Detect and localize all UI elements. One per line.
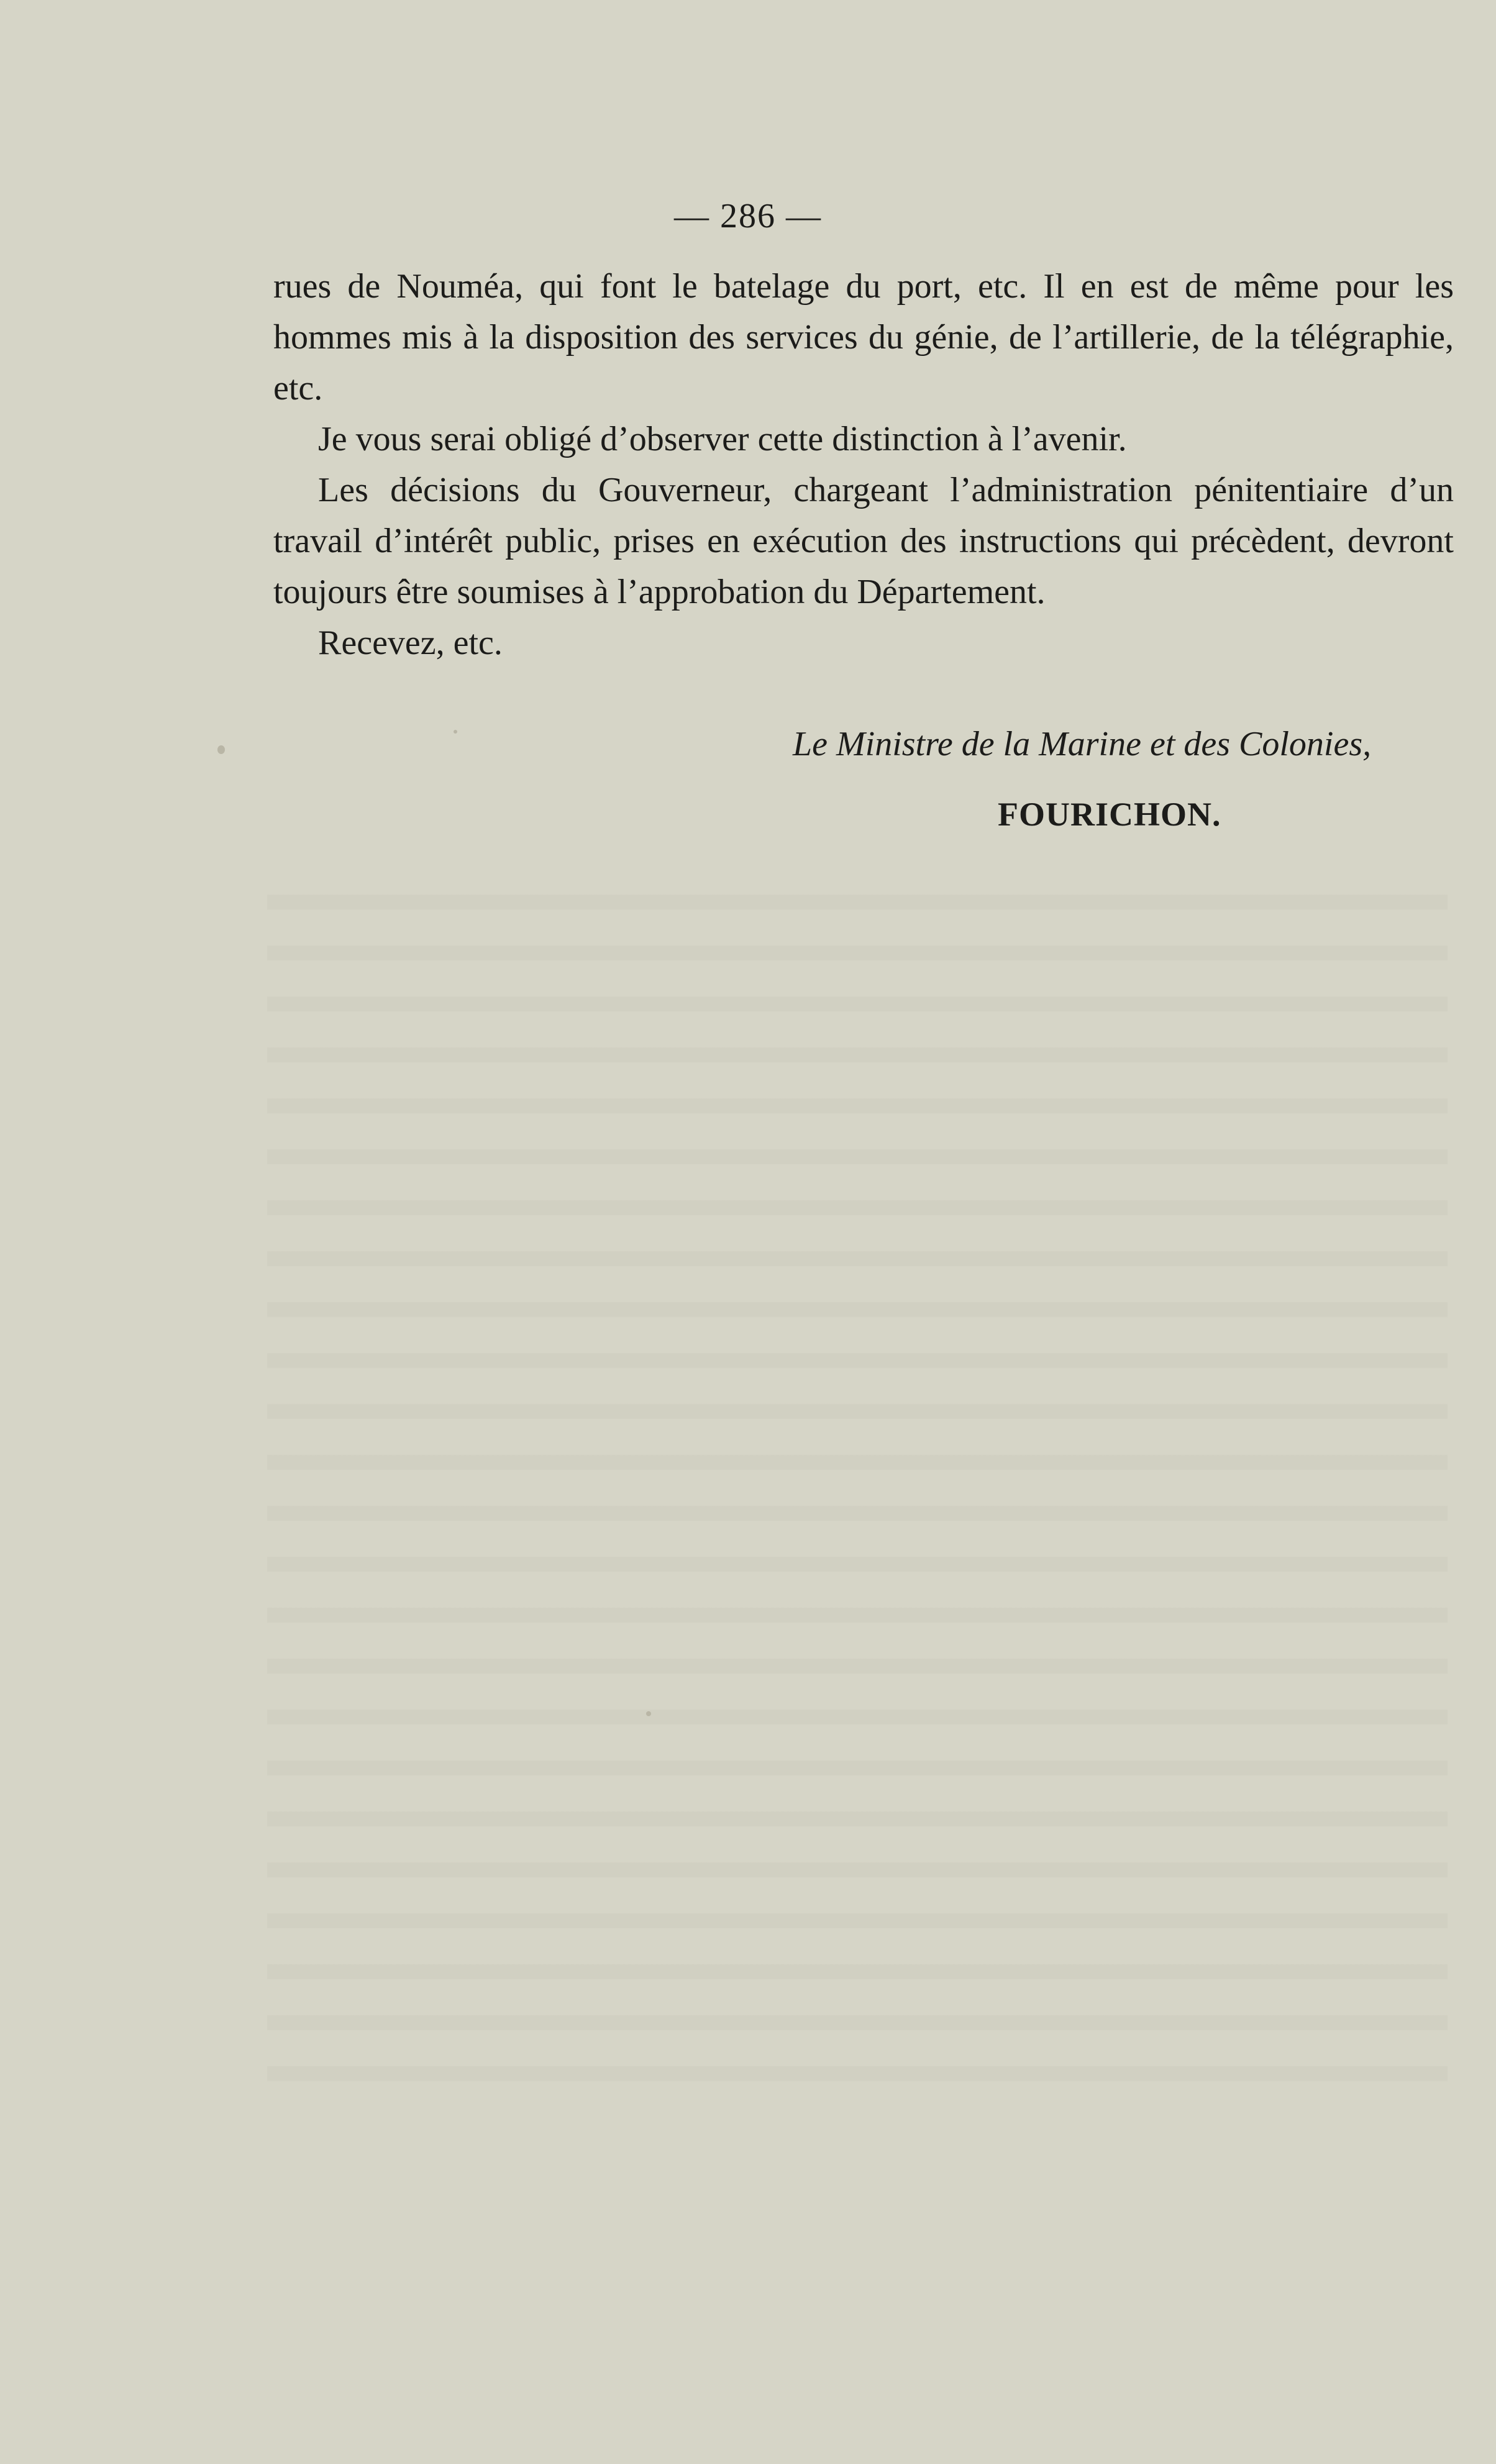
paragraph: Je vous serai obligé d’observer cette distinction à l’avenir. [318,420,1127,458]
body-text [273,261,1454,668]
signatory-title: Le Ministre de la Marine et des Colonies, [793,725,1372,763]
paper-speck [217,745,225,754]
bleed-through-texture [267,870,1448,2112]
closing-line: Recevez, etc. [318,624,503,662]
paragraph: rues de Nouméa, qui font le batelage du port, etc. Il en est de même pour les hommes mis à la disposition des services du génie, de l’artillerie, de la télégraphie, etc. [273,267,1454,407]
page-number: — 286 — [674,197,822,235]
signatory-name: FOURICHON. [998,796,1221,833]
paragraph: Les décisions du Gouverneur, chargeant l’administration pénitentiaire d’un travail d’intérêt public, prises en exécution des instructions qui précèdent, devront toujours être soumises à l’approbation du Département. [273,471,1454,611]
paper-speck [646,1711,651,1716]
